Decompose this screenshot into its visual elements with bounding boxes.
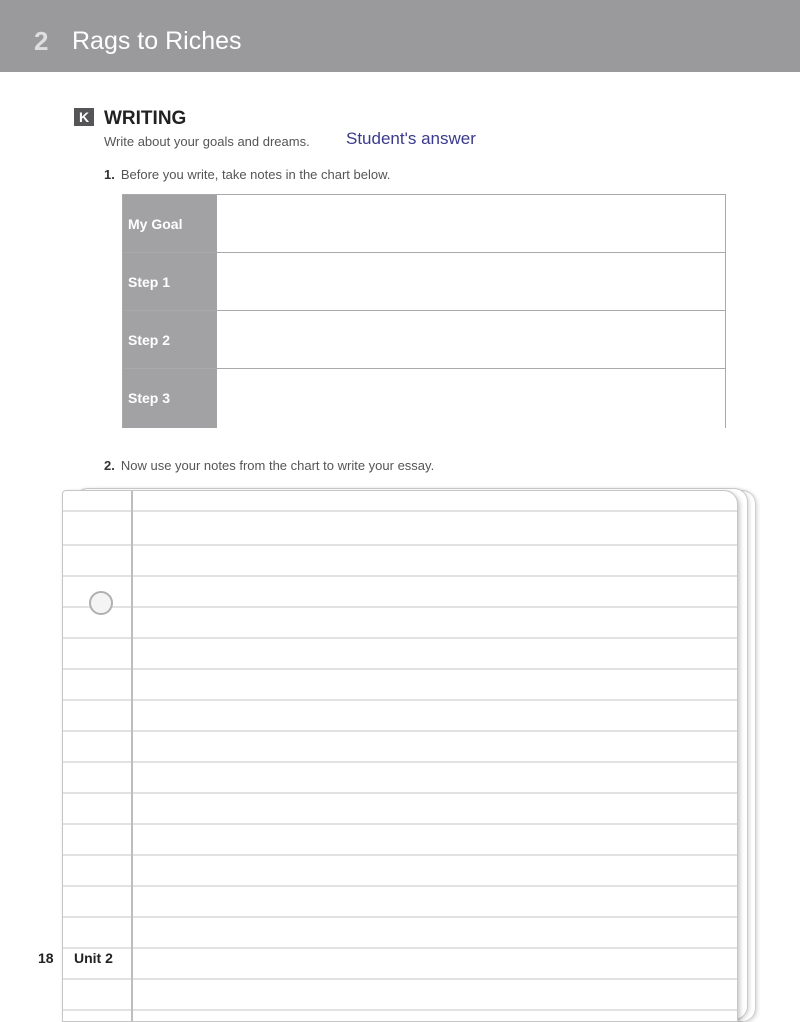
footer-unit-label: Unit 2	[74, 950, 113, 966]
unit-title: Rags to Riches	[72, 27, 242, 55]
notes-row-label: Step 2	[123, 311, 217, 368]
notes-row-label: My Goal	[123, 195, 217, 252]
step-2-input-field[interactable]	[217, 311, 725, 368]
student-answer-label: Student's answer	[346, 129, 476, 148]
section-badge: K	[74, 108, 94, 126]
section-instructions: Write about your goals and dreams.	[104, 134, 310, 149]
binder-hole-icon	[89, 591, 113, 615]
step-1-text: Before you write, take notes in the chart below.	[120, 167, 391, 182]
step-2-text: Now use your notes from the chart to write your essay.	[120, 458, 435, 473]
essay-writing-area[interactable]	[62, 490, 738, 1022]
unit-header-bar	[0, 0, 800, 72]
notes-row-goal	[123, 195, 725, 253]
step-1-instruction	[104, 167, 390, 182]
step-2-instruction	[104, 458, 434, 473]
notes-chart	[122, 194, 726, 428]
paper-margin-line	[131, 491, 133, 1021]
step-1-input-field[interactable]	[217, 253, 725, 310]
notes-row-step-1	[123, 253, 725, 311]
unit-number: 2	[34, 26, 49, 56]
notes-row-step-3	[123, 369, 725, 428]
step-1-number: 1.	[104, 167, 115, 182]
page-number: 18	[38, 950, 54, 966]
step-3-input-field[interactable]	[217, 369, 725, 428]
notes-row-step-2	[123, 311, 725, 369]
notes-row-label: Step 1	[123, 253, 217, 310]
notes-row-label: Step 3	[123, 369, 217, 428]
goal-input-field[interactable]	[217, 195, 725, 252]
step-2-number: 2.	[104, 458, 115, 473]
section-title: WRITING	[104, 108, 187, 129]
